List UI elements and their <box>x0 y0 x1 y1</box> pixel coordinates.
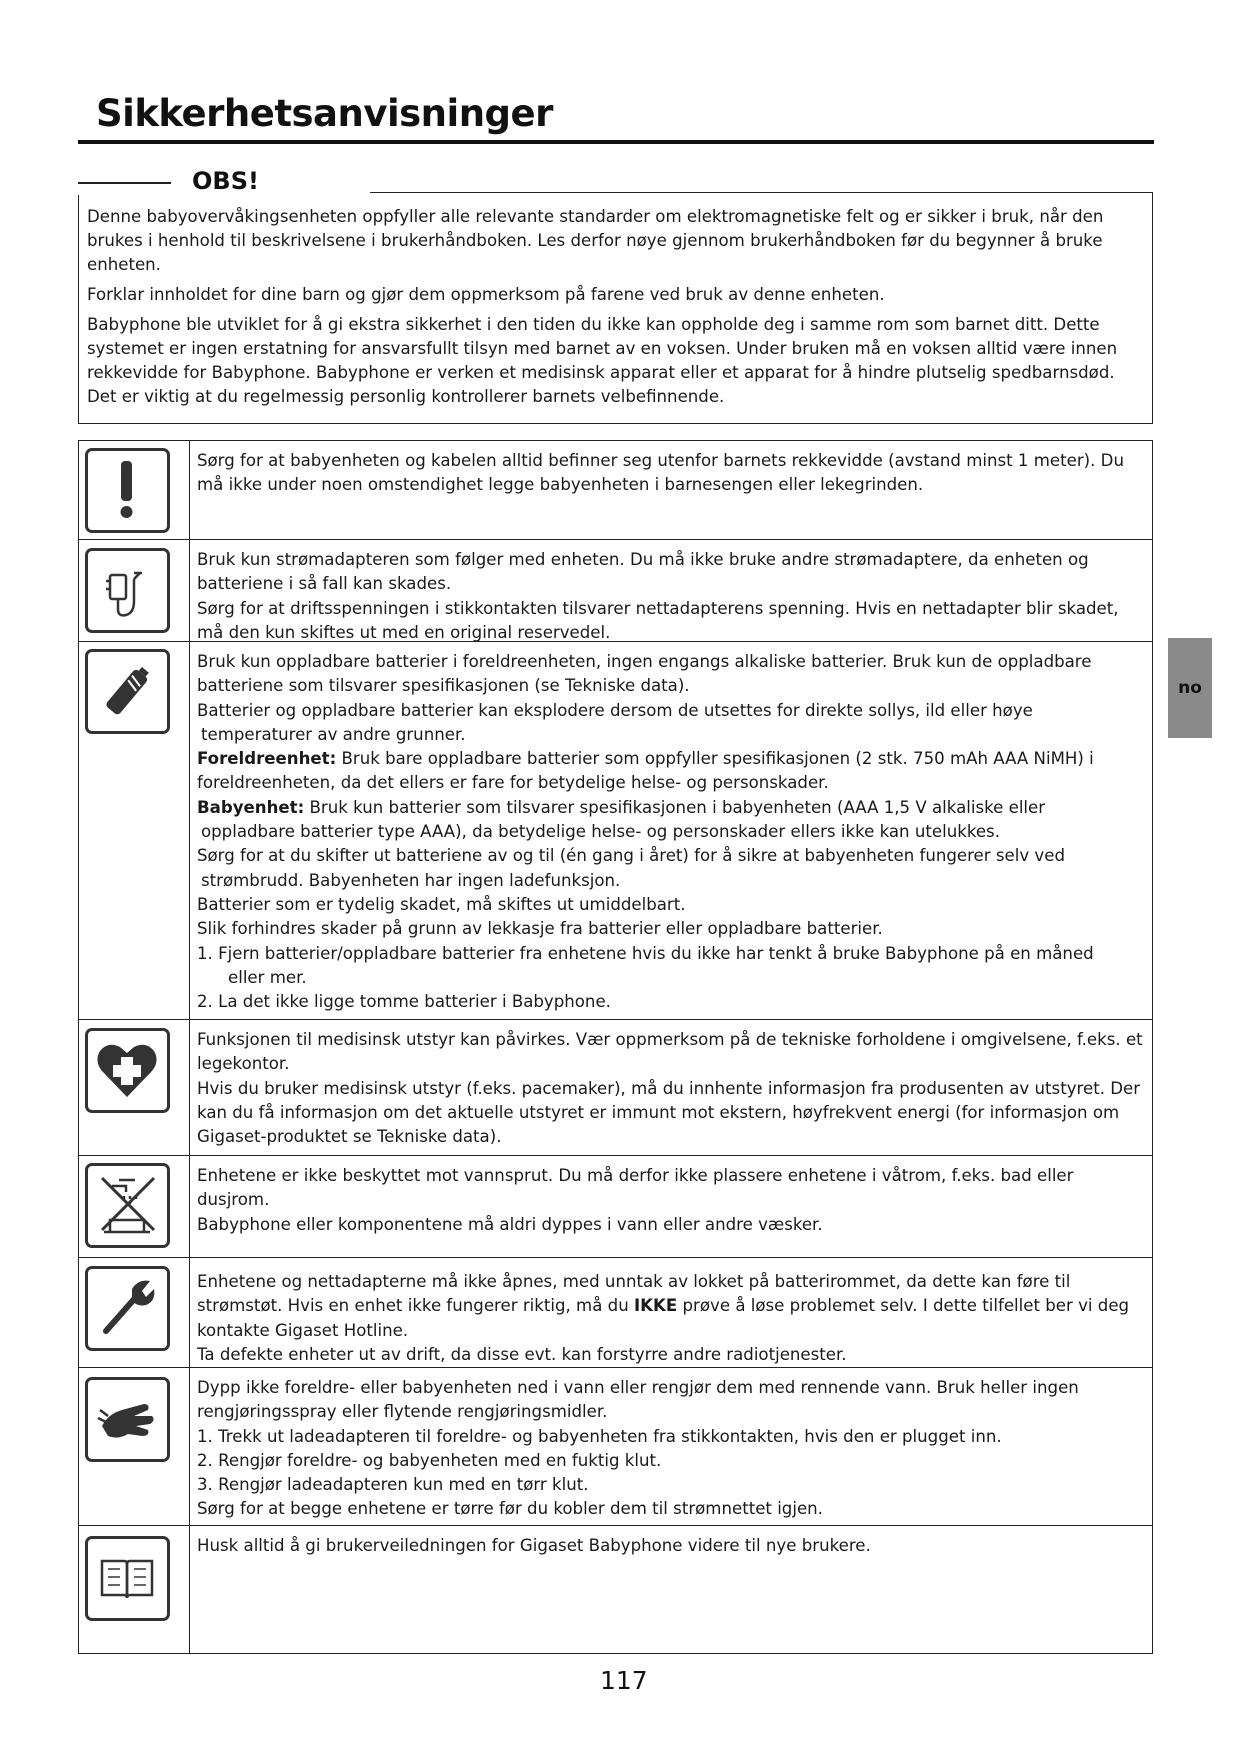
list-item: 1. Fjern batterier/oppladbare batterier fra enhetene hvis du ikke har tenkt å bruke Babyphone på en måned <box>197 943 1094 963</box>
instruction-text: Bruk kun strømadapteren som følger med enheten. Du må ikke bruke andre strømadaptere, da enheten og batteriene i så fall kan skades. <box>197 550 1089 594</box>
list-item: 3. Rengjør ladeadapteren kun med en tørr klut. <box>197 1475 589 1495</box>
wrench-icon <box>85 1266 170 1351</box>
instruction-text: oppladbare batterier type AAA), da betydelige helse- og personskader ellers ikke kan utelukkes. <box>201 822 1000 842</box>
obs-text <box>87 205 1142 415</box>
obs-paragraph: Forklar innholdet for dine barn og gjør dem oppmerksom på farene ved bruk av denne enheten. <box>87 285 885 304</box>
safety-row-repair <box>79 1257 1152 1368</box>
instruction-text: Bruk kun oppladbare batterier i foreldreenheten, ingen engangs alkaliske batterier. Bruk kun de oppladbare batteriene som tilsvarer spesifikasjonen (se Tekniske data). <box>197 652 1092 696</box>
instruction-text: Husk alltid å gi brukerveiledningen for Gigaset Babyphone videre til nye brukere. <box>197 1536 871 1555</box>
instruction-text: Babyphone eller komponentene må aldri dyppes i vann eller andre væsker. <box>197 1214 823 1234</box>
instruction-text: Sørg for at begge enhetene er tørre før du kobler dem til strømnettet igjen. <box>197 1499 823 1519</box>
obs-notice-box <box>78 192 1153 424</box>
instruction-text: Batterier og oppladbare batterier kan eksplodere dersom de utsettes for direkte sollys, ild eller høye <box>197 700 1033 720</box>
instruction-text: Slik forhindres skader på grunn av lekkasje fra batterier eller oppladbare batterier. <box>197 919 883 939</box>
instruction-text <box>197 1270 1144 1343</box>
battery-icon <box>85 649 170 734</box>
icon-cell <box>79 1020 190 1156</box>
baby-unit-text: Bruk kun batterier som tilsvarer spesifikasjonen i babyenheten (AAA 1,5 V alkaliske eller <box>304 797 1046 817</box>
baby-unit-label: Babyenhet: <box>197 797 305 817</box>
instruction-text: Ta defekte enheter ut av drift, da disse evt. kan forstyrre andre radiotjenester. <box>197 1344 847 1364</box>
instruction-text <box>197 747 1144 796</box>
instruction-text-part: Enhetene og nettadapterne må ikke åpnes, med unntak av lokket på batterirommet, da dette kan føre til strømstøt. Hvis en enhet ikke fungerer riktig, må du <box>197 1272 1071 1316</box>
page-title: Sikkerhetsanvisninger <box>96 92 553 135</box>
icon-cell <box>79 1258 190 1368</box>
instruction-text: temperaturer av andre grunner. <box>201 724 466 744</box>
icon-cell <box>79 441 190 539</box>
row-text <box>197 650 1144 1014</box>
instruction-text: Sørg for at babyenheten og kabelen alltid befinner seg utenfor barnets rekkevidde (avstand minst 1 meter). Du må ikke under noen omstendighet legge babyenheten i barnesengen eller lekegrinden. <box>197 451 1124 495</box>
emphasis-ikke: IKKE <box>634 1296 678 1316</box>
page-number: 117 <box>600 1666 648 1695</box>
power-adapter-icon <box>85 548 170 633</box>
row-text <box>197 1270 1144 1367</box>
row-text <box>197 1534 1144 1558</box>
icon-cell <box>79 1526 190 1653</box>
row-text <box>197 1028 1144 1149</box>
parent-unit-label: Foreldreenhet: <box>197 749 337 769</box>
list-item: 2. Rengjør foreldre- og babyenheten med en fuktig klut. <box>197 1450 662 1470</box>
instruction-text: Batterier som er tydelig skadet, må skiftes ut umiddelbart. <box>197 894 686 914</box>
obs-paragraph: Babyphone ble utviklet for å gi ekstra sikkerhet i den tiden du ikke kan oppholde deg i samme rom som barnet ditt. Dette systemet er ingen erstatning for ansvarsfullt tilsyn med barnet av en voksen. Under bruken må en voksen alltid være innen rekkevidde for Babyphone. Babyphone er verken et medisinsk apparat eller et apparat for å hindre plutselig spedbarnsdød. Det er viktig at du regelmessig personlig kontrollerer barnets velbefinnende. <box>87 315 1118 406</box>
book-icon <box>85 1536 170 1621</box>
instruction-text <box>197 796 1144 820</box>
list-item: 2. La det ikke ligge tomme batterier i Babyphone. <box>197 992 611 1012</box>
instruction-text: Hvis du bruker medisinsk utstyr (f.eks. pacemaker), må du innhente informasjon fra produsenten av utstyret. Der kan du få informasjon om det aktuelle utstyret er immunt mot ekstern, høyfrekvent energi (for informasjon om Gigaset-produktet se Tekniske data). <box>197 1078 1141 1147</box>
safety-row-battery <box>79 641 1152 1020</box>
icon-cell <box>79 642 190 1020</box>
parent-unit-text: Bruk bare oppladbare batterier som oppfyller spesifikasjonen (2 stk. 750 mAh AAA NiMH) i foreldreenheten, da det ellers er fare for betydelige helse- og personskader. <box>197 749 1094 793</box>
icon-cell <box>79 1156 190 1258</box>
title-rule <box>78 140 1154 144</box>
list-item: 1. Trekk ut ladeadapteren til foreldre- og babyenheten fra stikkontakten, hvis den er plugget inn. <box>197 1426 1002 1446</box>
obs-paragraph: Denne babyovervåkingsenheten oppfyller alle relevante standarder om elektromagnetiske felt og er sikker i bruk, når den brukes i henhold til beskrivelsene i brukerhåndboken. Les derfor nøye gjennom brukerhåndboken før du begynner å bruke enheten. <box>87 207 1104 274</box>
instruction-text: Enhetene er ikke beskyttet mot vannsprut. Du må derfor ikke plassere enhetene i våtrom, f.eks. bad eller dusjrom. <box>197 1166 1074 1210</box>
safety-row-adapter <box>79 539 1152 642</box>
instruction-text: Funksjonen til medisinsk utstyr kan påvirkes. Vær oppmerksom på de tekniske forholdene i omgivelsene, f.eks. et legekontor. <box>197 1030 1143 1074</box>
icon-cell <box>79 1368 190 1526</box>
safety-instructions-table <box>78 440 1153 1654</box>
safety-row-medical <box>79 1019 1152 1156</box>
instruction-text: Sørg for at du skifter ut batteriene av og til (én gang i året) for å sikre at babyenheten fungerer selv ved <box>197 846 1065 866</box>
medical-heart-icon <box>85 1028 170 1113</box>
list-item: eller mer. <box>228 967 307 987</box>
no-shower-icon <box>85 1163 170 1248</box>
instruction-text: Sørg for at driftsspenningen i stikkontakten tilsvarer nettadapterens spenning. Hvis en nettadapter blir skadet, må den kun skiftes ut med en original reservedel. <box>197 598 1119 642</box>
cleaning-hand-icon <box>85 1377 170 1462</box>
row-text <box>197 449 1144 498</box>
icon-cell <box>79 540 190 642</box>
safety-row-warning <box>79 441 1152 539</box>
row-text <box>197 1164 1144 1237</box>
instruction-text: strømbrudd. Babyenheten har ingen ladefunksjon. <box>201 870 621 890</box>
safety-row-manual <box>79 1525 1152 1653</box>
obs-box-top-left-line <box>78 182 171 184</box>
safety-row-cleaning <box>79 1367 1152 1526</box>
instruction-text-part: prøve å løse problemet selv. I dette tilfellet ber vi deg kontakte Gigaset Hotline. <box>197 1296 1130 1340</box>
instruction-text: Dypp ikke foreldre- eller babyenheten ned i vann eller rengjør dem med rennende vann. Bruk heller ingen rengjøringsspray eller flytende rengjøringsmidler. <box>197 1378 1079 1422</box>
row-text <box>197 548 1144 645</box>
safety-row-water <box>79 1155 1152 1258</box>
exclamation-icon <box>85 448 170 533</box>
language-tab: no <box>1168 638 1212 738</box>
row-text <box>197 1376 1144 1522</box>
obs-label: OBS! <box>192 167 259 195</box>
